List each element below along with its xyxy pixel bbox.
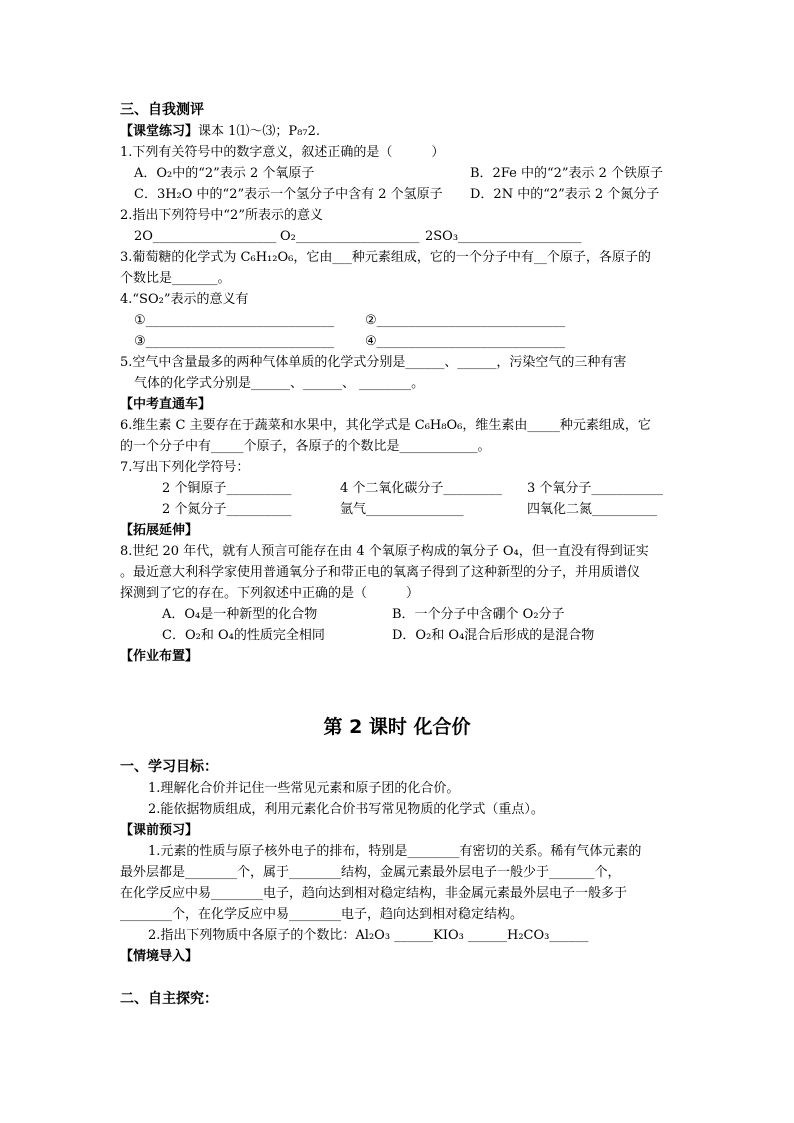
q5-line2: 气体的化学式分别是______、______、 ________。: [134, 376, 425, 391]
extend-label: 【拓展延伸】: [120, 523, 199, 538]
q1-stem: 1.下列有关符号中的数字意义，叙述正确的是（ ）: [120, 145, 445, 160]
q4-option-3: ③_____________________________: [134, 334, 335, 349]
q8-line1: 8.世纪 20 年代，就有人预言可能存在由 4 个氧原子构成的氧分子 O₄，但一直没有得到证实: [120, 544, 649, 559]
q3-line2: 个数比是_______。: [120, 271, 231, 286]
q2-stem: 2.指出下列符号中“2”所表示的意义: [120, 208, 323, 223]
preview-p1-line1: 1.元素的性质与原子核外电子的排布，特别是________有密切的关系。稀有气体元素的: [148, 844, 642, 859]
preview-label: 【课前预习】: [120, 823, 199, 838]
lesson-title: 第 2 课时 化合价: [323, 716, 471, 738]
q4-option-4: ④_____________________________: [365, 334, 566, 349]
q7-item-f: 四氧化二氮__________: [527, 502, 658, 517]
q7-item-b: 4 个二氧化碳分子_________: [340, 481, 502, 496]
q1-option-c: C．3H₂O 中的“2”表示一个氢分子中含有 2 个氢原子: [134, 187, 443, 202]
q8-option-c: C．O₂和 O₄的性质完全相同: [162, 628, 325, 643]
q2-item-b: O₂___________________: [280, 229, 420, 244]
q4-option-1: ①_____________________________: [134, 313, 335, 328]
q8-option-d: D．O₂和 O₄混合后形成的是混合物: [392, 628, 595, 643]
explore-heading: 二、自主探究：: [120, 991, 218, 1007]
q2-item-c: 2SO₃___________________: [425, 229, 582, 244]
q6-line2: 的一个分子中有_____个原子，各原子的个数比是____________。: [120, 439, 491, 454]
q7-item-c: 3 个氧分子___________: [527, 481, 663, 496]
q4-stem: 4.“SO₂”表示的意义有: [120, 292, 249, 307]
q8-option-b: B．一个分子中含硼个 O₂分子: [392, 607, 565, 622]
homework-label: 【作业布置】: [120, 649, 199, 664]
goal-2: 2.能依据物质组成，利用元素化合价书写常见物质的化学式（重点）。: [148, 802, 544, 817]
preview-p1-line2: 最外层都是________个，属于________结构，金属元素最外层电子一般少于_______个，: [120, 865, 621, 880]
q8-line2: 。最近意大利科学家使用普通氧分子和带正电的氧离子得到了这种新型的分子，并用质谱仪: [120, 565, 641, 580]
classroom-practice-text: 课本 1⑴～⑶；P₈₇2.: [198, 124, 320, 139]
goals-heading: 一、学习目标：: [120, 759, 218, 775]
q1-option-d: D．2N 中的“2”表示 2 个氮分子: [470, 187, 660, 202]
exam-label: 【中考直通车】: [120, 397, 212, 412]
classroom-practice-label: 【课堂练习】: [120, 124, 199, 139]
q6-line1: 6.维生素 C 主要存在于蔬菜和水果中，其化学式是 C₆H₈O₆，维生素由_____种元素组成，它: [120, 418, 651, 433]
classroom-practice-line: [120, 122, 320, 141]
q2-item-a: 2O___________________: [134, 229, 277, 244]
q1-option-a: A．O₂中的“2”表示 2 个氧原子: [134, 166, 315, 181]
preview-p2: 2.指出下列物质中各原子的个数比：Al₂O₃ ______KIO₃ ______H₂CO₃______: [148, 928, 589, 943]
q7-item-a: 2 个铜原子__________: [162, 481, 292, 496]
q4-option-2: ②_____________________________: [365, 313, 566, 328]
q7-item-e: 氩气_______________: [340, 502, 464, 517]
goal-1: 1.理解化合价并记住一些常见元素和原子团的化合价。: [148, 781, 460, 796]
q8-line3: 探测到了它的存在。下列叙述中正确的是（ ）: [120, 586, 420, 601]
q7-item-d: 2 个氮分子__________: [162, 502, 292, 517]
q3-line1: 3.葡萄糖的化学式为 C₆H₁₂O₆，它由___种元素组成，它的一个分子中有__个原子，各原子的: [120, 250, 651, 265]
q8-option-a: A．O₄是一种新型的化合物: [162, 607, 318, 622]
q5-line1: 5.空气中含量最多的两种气体单质的化学式分别是______、______，污染空气的三种有害: [120, 355, 627, 370]
q1-option-b: B．2Fe 中的“2”表示 2 个铁原子: [470, 166, 664, 181]
q7-stem: 7.写出下列化学符号：: [120, 460, 250, 475]
preview-p1-line3: 在化学反应中易________电子，趋向达到相对稳定结构，非金属元素最外层电子一般多于: [120, 886, 628, 901]
situation-label: 【情境导入】: [120, 949, 199, 964]
section-heading-self-assessment: 三、自我测评: [120, 102, 204, 118]
preview-p1-line4: ________个，在化学反应中易________电子，趋向达到相对稳定结构。: [120, 907, 524, 922]
